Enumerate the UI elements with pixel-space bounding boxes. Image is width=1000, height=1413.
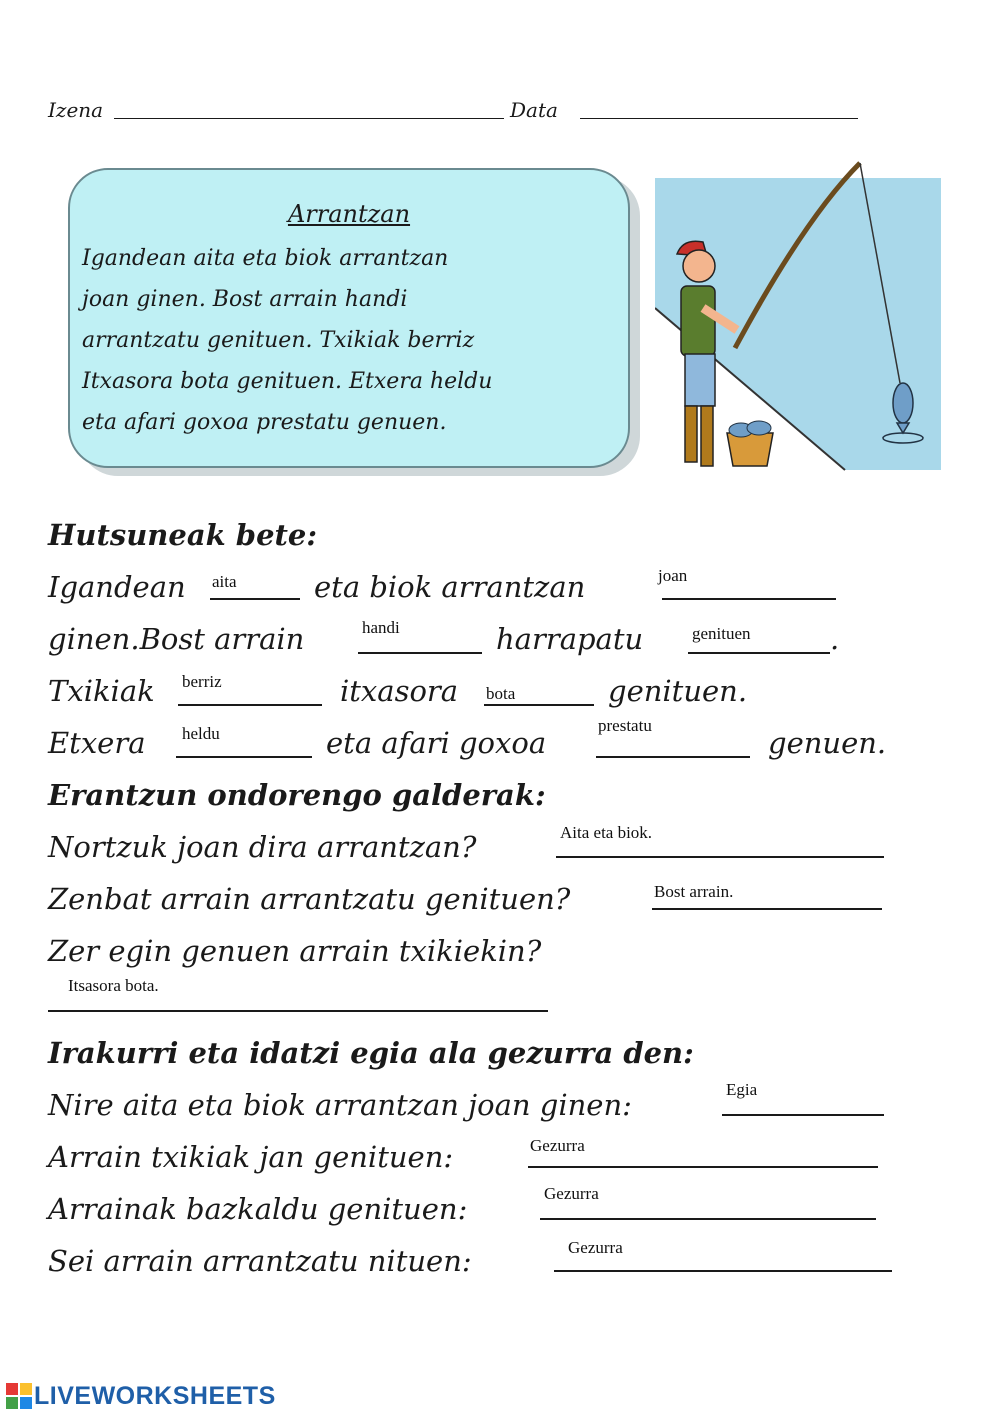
section2-title: Erantzun ondorengo galderak:: [48, 778, 546, 812]
brand-text: LIVEWORKSHEETS: [34, 1381, 276, 1410]
s3-statement: Arrainak bazkaldu genituen:: [48, 1192, 468, 1226]
story-line: joan ginen. Bost arrain handi: [82, 287, 408, 312]
s1-answer-genituen[interactable]: genituen: [692, 624, 751, 643]
s1-answer-prestatu[interactable]: prestatu: [598, 716, 652, 735]
s3-answer[interactable]: Gezurra: [568, 1238, 623, 1257]
name-label: Izena: [48, 98, 104, 122]
s3-blank[interactable]: [722, 1114, 884, 1116]
s1-answer-handi[interactable]: handi: [362, 618, 400, 637]
s1-row2-text-c: .: [830, 622, 840, 656]
s1-blank[interactable]: [176, 756, 312, 758]
s1-row3-text-a: Txikiak: [48, 674, 155, 708]
s1-blank[interactable]: [484, 704, 594, 706]
liveworksheets-logo[interactable]: [6, 1382, 276, 1410]
s3-answer[interactable]: Gezurra: [530, 1136, 585, 1155]
section3-title: Irakurri eta idatzi egia ala gezurra den:: [48, 1036, 694, 1070]
s1-row1-text-a: Igandean: [48, 570, 186, 604]
story-text: [82, 238, 492, 443]
s2-question: Zer egin genuen arrain txikiekin?: [48, 934, 542, 968]
date-label: Data: [510, 98, 558, 122]
s1-answer-berriz[interactable]: berriz: [182, 672, 222, 691]
s3-blank[interactable]: [528, 1166, 878, 1168]
story-line: Itxasora bota genituen. Etxera heldu: [82, 369, 493, 394]
s1-answer-heldu[interactable]: heldu: [182, 724, 220, 743]
s1-row2-text-a: ginen.Bost arrain: [48, 622, 305, 656]
s2-question: Nortzuk joan dira arrantzan?: [48, 830, 477, 864]
date-field[interactable]: [580, 118, 858, 119]
s3-statement: Sei arrain arrantzatu nituen:: [48, 1244, 472, 1278]
s1-row4-text-c: genuen.: [768, 726, 887, 760]
s1-blank[interactable]: [358, 652, 482, 654]
logo-blocks-icon: [6, 1383, 32, 1409]
s2-blank[interactable]: [652, 908, 882, 910]
story-line: arrantzatu genituen. Txikiak berriz: [82, 328, 475, 353]
story-line: Igandean aita eta biok arrantzan: [82, 246, 449, 271]
s1-blank[interactable]: [688, 652, 830, 654]
story-box: [68, 168, 630, 468]
s3-blank[interactable]: [554, 1270, 892, 1272]
s1-answer-bota[interactable]: bota: [486, 684, 516, 703]
s1-row3-text-b: itxasora: [340, 674, 459, 708]
s1-blank[interactable]: [210, 598, 300, 600]
section1-title: Hutsuneak bete:: [48, 518, 318, 552]
s3-statement: Nire aita eta biok arrantzan joan ginen:: [48, 1088, 632, 1122]
s1-blank[interactable]: [178, 704, 322, 706]
s2-blank[interactable]: [556, 856, 884, 858]
s3-answer[interactable]: Egia: [726, 1080, 758, 1099]
name-field[interactable]: [114, 118, 504, 119]
s3-statement: Arrain txikiak jan genituen:: [48, 1140, 454, 1174]
s2-question: Zenbat arrain arrantzatu genituen?: [48, 882, 571, 916]
s2-answer[interactable]: Aita eta biok.: [560, 823, 653, 842]
s1-row3-text-c: genituen.: [608, 674, 748, 708]
s3-answer[interactable]: Gezurra: [544, 1184, 599, 1203]
basket-icon: [727, 421, 773, 466]
s1-row1-text-b: eta biok arrantzan: [314, 570, 586, 604]
fishing-illustration: [655, 158, 943, 474]
s1-blank[interactable]: [662, 598, 836, 600]
story-line: eta afari goxoa prestatu genuen.: [82, 410, 447, 435]
story-title: Arrantzan: [287, 200, 411, 228]
s1-answer-joan[interactable]: joan: [658, 566, 688, 585]
s1-blank[interactable]: [596, 756, 750, 758]
s2-answer[interactable]: Itsasora bota.: [68, 976, 159, 995]
s1-row4-text-a: Etxera: [48, 726, 146, 760]
s2-blank[interactable]: [48, 1010, 548, 1012]
s3-blank[interactable]: [540, 1218, 876, 1220]
s2-answer[interactable]: Bost arrain.: [654, 882, 734, 901]
s1-row4-text-b: eta afari goxoa: [326, 726, 547, 760]
s1-row2-text-b: harrapatu: [496, 622, 644, 656]
s1-answer-aita[interactable]: aita: [212, 572, 237, 591]
